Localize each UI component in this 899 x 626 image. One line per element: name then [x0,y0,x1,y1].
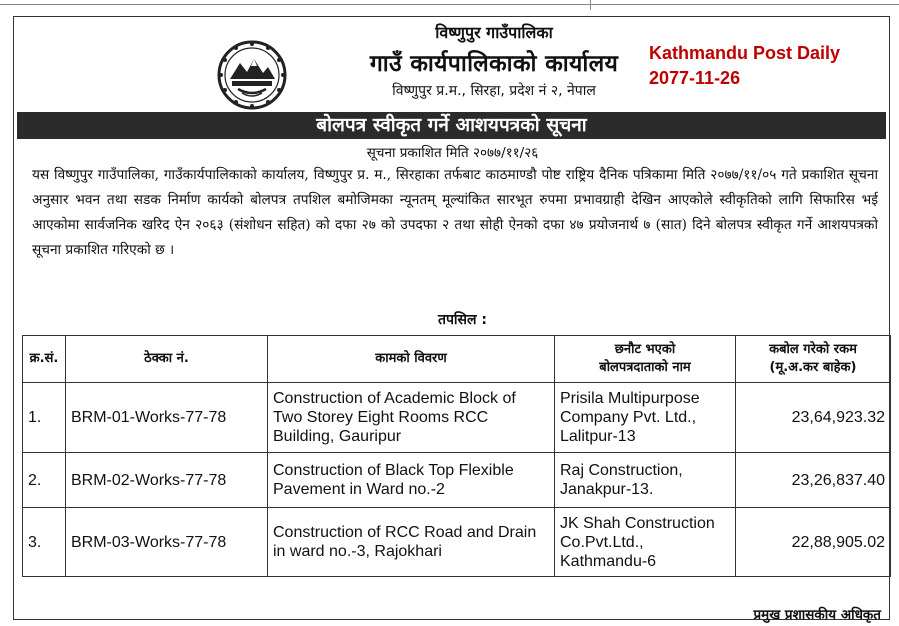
table-row [23,508,891,577]
header-bidder-line2: बोलपत्रदाताको नाम [599,360,691,375]
notice-frame [13,16,890,623]
cell-description: Construction of Black Top Flexible Pavement in Ward no.-2 [268,453,555,508]
cell-sn: 3. [23,508,66,577]
cell-contract-no: BRM-03-Works-77-78 [66,508,268,577]
notice-title-banner: बोलपत्र स्वीकृत गर्ने आशयपत्रको सूचना [17,112,886,139]
table-row [23,383,891,453]
cell-sn: 2. [23,453,66,508]
cell-description: Construction of Academic Block of Two Storey Eight Rooms RCC Building, Gauripur [268,383,555,453]
office-name: विष्णुपुर गाउँपालिका [435,23,553,42]
cell-amount: 23,26,837.40 [736,453,891,508]
source-date: 2077-11-26 [649,68,741,88]
cell-contract-no: BRM-02-Works-77-78 [66,453,268,508]
cell-contract-no: BRM-01-Works-77-78 [66,383,268,453]
notice-body: यस विष्णुपुर गाउँपालिका, गाउँकार्यपालिकाको कार्यालय, विष्णुपुर प्र. म., सिरहाका तर्फबाट काठमाण्डौ पोष्ट राष्ट्रिय दैनिक पत्रिकामा मिति २०७७/११/०५ गते प्रकाशित सूचना अनुसार भवन तथा सडक निर्माण कार्यको बोलपत्र तपशिल बमोजिमका न्यूनतम् मूल्यांकित सारभूत रुपमा प्रभावग्राही देखिन आएकोले स्वीकृतिको लागि सिफारिस भई आएकोमा सार्वजनिक खरिद ऐन २०६३ (संशोधन सहित) को दफा २७ को उपदफा २ तथा सोही ऐनको दफा ४७ प्रयोजनार्थ ७ (सात) दिने बोलपत्र स्वीकृत गर्ने आशयपत्रको सूचना प्रकाशित गरिएको छ । [32,167,878,258]
top-rule-tick [590,0,591,10]
header-amount-line1: कबोल गरेको रकम [769,342,857,357]
top-rule [0,0,899,10]
awards-table [22,335,891,577]
cell-amount: 22,88,905.02 [736,508,891,577]
published-date: सूचना प्रकाशित मिति २०७७/११/२६ [366,145,539,161]
office-main-title: गाउँ कार्यपालिकाको कार्यालय [369,51,619,77]
cell-sn: 1. [23,383,66,453]
header-bidder [555,336,736,383]
header-description: कामको विवरण [268,336,555,383]
header-amount [736,336,891,383]
table-row [23,453,891,508]
signatory: प्रमुख प्रशासकीय अधिकृत [753,607,881,623]
header-contract-no: ठेक्का नं. [66,336,268,383]
source-publication: Kathmandu Post Daily [649,43,841,63]
cell-amount: 23,64,923.32 [736,383,891,453]
municipality-emblem-icon [216,39,288,111]
cell-bidder: Raj Construction, Janakpur-13. [555,453,736,508]
top-rule-line [0,4,899,5]
cell-description: Construction of RCC Road and Drain in ward no.-3, Rajokhari [268,508,555,577]
office-address: विष्णुपुर प्र.म., सिरहा, प्रदेश नं २, नेपाल [392,83,596,99]
header-sn: क्र.सं. [23,336,66,383]
header-bidder-line1: छनौट भएको [614,342,676,357]
header-amount-line2: (मू.अ.कर बाहेक) [769,360,857,375]
cell-bidder: JK Shah Construction Co.Pvt.Ltd., Kathmandu-6 [555,508,736,577]
details-label: तपसिल : [438,312,487,328]
cell-bidder: Prisila Multipurpose Company Pvt. Ltd., Lalitpur-13 [555,383,736,453]
table-header-row [23,336,891,383]
source-label [649,41,889,91]
